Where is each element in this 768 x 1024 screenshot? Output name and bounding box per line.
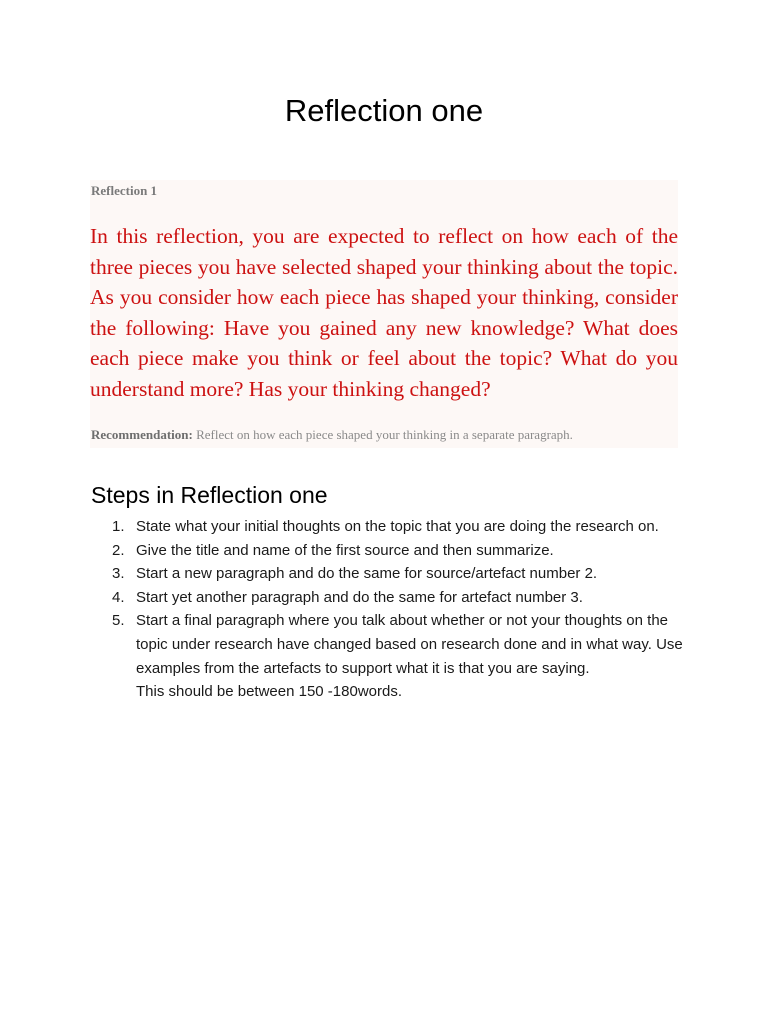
step-text: Give the title and name of the first source and then summarize.: [136, 541, 554, 559]
recommendation-text: Reflect on how each piece shaped your thinking in a separate paragraph.: [192, 427, 573, 442]
step-item-1: [92, 515, 692, 539]
step-number: 1.: [112, 518, 125, 535]
step-number: 2.: [112, 541, 125, 559]
step-item-4: [92, 586, 692, 610]
steps-list: [92, 515, 692, 704]
step-item-3: [92, 562, 692, 586]
step-text: State what your initial thoughts on the topic that you are doing the research on.: [136, 518, 659, 535]
steps-heading: Steps in Reflection one: [91, 482, 328, 508]
step-number: 5.: [112, 612, 125, 630]
word-count-note: This should be between 150 -180words.: [136, 683, 403, 701]
step-item-2: [92, 539, 692, 563]
reflection-box-body: In this reflection, you are expected to reflect on how each of the three pieces you have selected shaped your thinking about the topic. As you consider how each piece has shaped your thinking, consider the following: Have you gained any new knowledge? What does each piece make you think or feel about the topic? What do you understand more? Has your thinking changed?: [90, 224, 678, 401]
recommendation-label: Recommendation:: [91, 427, 193, 442]
reflection-box-heading: Reflection 1: [91, 183, 158, 198]
step-text: Start a final paragraph where you talk about whether or not your thoughts on the topic under research have changed based on research done and in what way. Use examples from the artefacts to support what it is that you are saying.: [136, 612, 683, 677]
reflection-prompt-box: [90, 180, 678, 448]
page-title: Reflection one: [284, 93, 484, 128]
step-number: 4.: [112, 588, 125, 606]
recommendation: [91, 427, 573, 443]
step-text: Start yet another paragraph and do the same for artefact number 3.: [136, 588, 583, 606]
step-number: 3.: [112, 565, 125, 583]
step-text: Start a new paragraph and do the same for source/artefact number 2.: [136, 565, 598, 583]
step-item-5: [92, 609, 692, 703]
